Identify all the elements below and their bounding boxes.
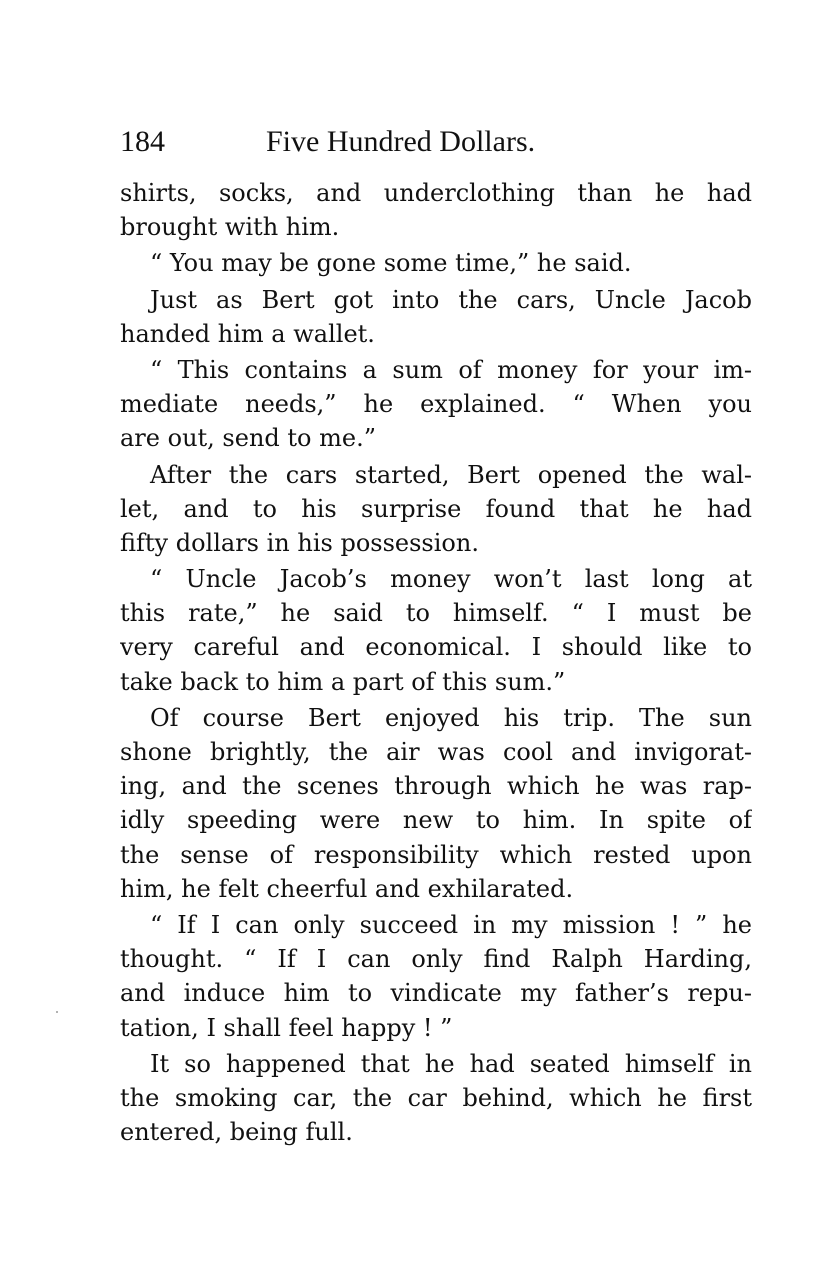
text-line: “ This contains a sum of money for your im- [150, 355, 752, 384]
text-line: ing, and the scenes through which he was rap- [120, 772, 752, 801]
text-line: idly speeding were new to him. In spite of [120, 806, 752, 835]
body-text [120, 176, 752, 1149]
text-line: Just as Bert got into the cars, Uncle Jacob [150, 285, 752, 314]
text-line: It so happened that he had seated himself in [150, 1049, 752, 1078]
text-line: “ You may be gone some time,” he said. [150, 249, 632, 278]
text-line: shone brightly, the air was cool and invigorat- [120, 738, 752, 766]
text-line: “ Uncle Jacob’s money won’t last long at [150, 565, 752, 594]
running-head [120, 122, 760, 162]
text-line: this rate,” he said to himself. “ I must be [120, 599, 752, 628]
text-line: After the cars started, Bert opened the wal- [150, 460, 752, 489]
text-line: Of course Bert enjoyed his trip. The sun [150, 703, 752, 732]
text-line: mediate needs,” he explained. “ When you [120, 390, 752, 419]
text-line: him, he felt cheerful and exhilarated. [120, 874, 574, 903]
text-line: very careful and economical. I should like to [120, 633, 752, 662]
text-line: fifty dollars in his possession. [120, 528, 479, 557]
text-line: “ If I can only succeed in my mission ! ” he [150, 910, 752, 939]
text-line: the sense of responsibility which rested upon [120, 840, 752, 869]
text-line: handed him a wallet. [120, 319, 375, 348]
text-line: are out, send to me.” [120, 424, 376, 453]
text-line: tation, I shall feel happy ! ” [120, 1013, 453, 1042]
text-line: the smoking car, the car behind, which he first [120, 1083, 752, 1112]
stray-ink-mark [56, 1011, 58, 1013]
text-line: thought. “ If I can only find Ralph Harding, [120, 945, 752, 974]
text-line: and induce him to vindicate my father’s repu- [120, 979, 752, 1008]
page-number: 184 [120, 125, 165, 158]
text-line: shirts, socks, and underclothing than he had [120, 179, 752, 207]
running-title: Five Hundred Dollars. [266, 125, 536, 158]
text-line: take back to him a part of this sum.” [120, 667, 566, 696]
text-line: brought with him. [120, 213, 340, 242]
text-line: let, and to his surprise found that he had [120, 494, 752, 523]
text-line: entered, being full. [120, 1118, 353, 1147]
